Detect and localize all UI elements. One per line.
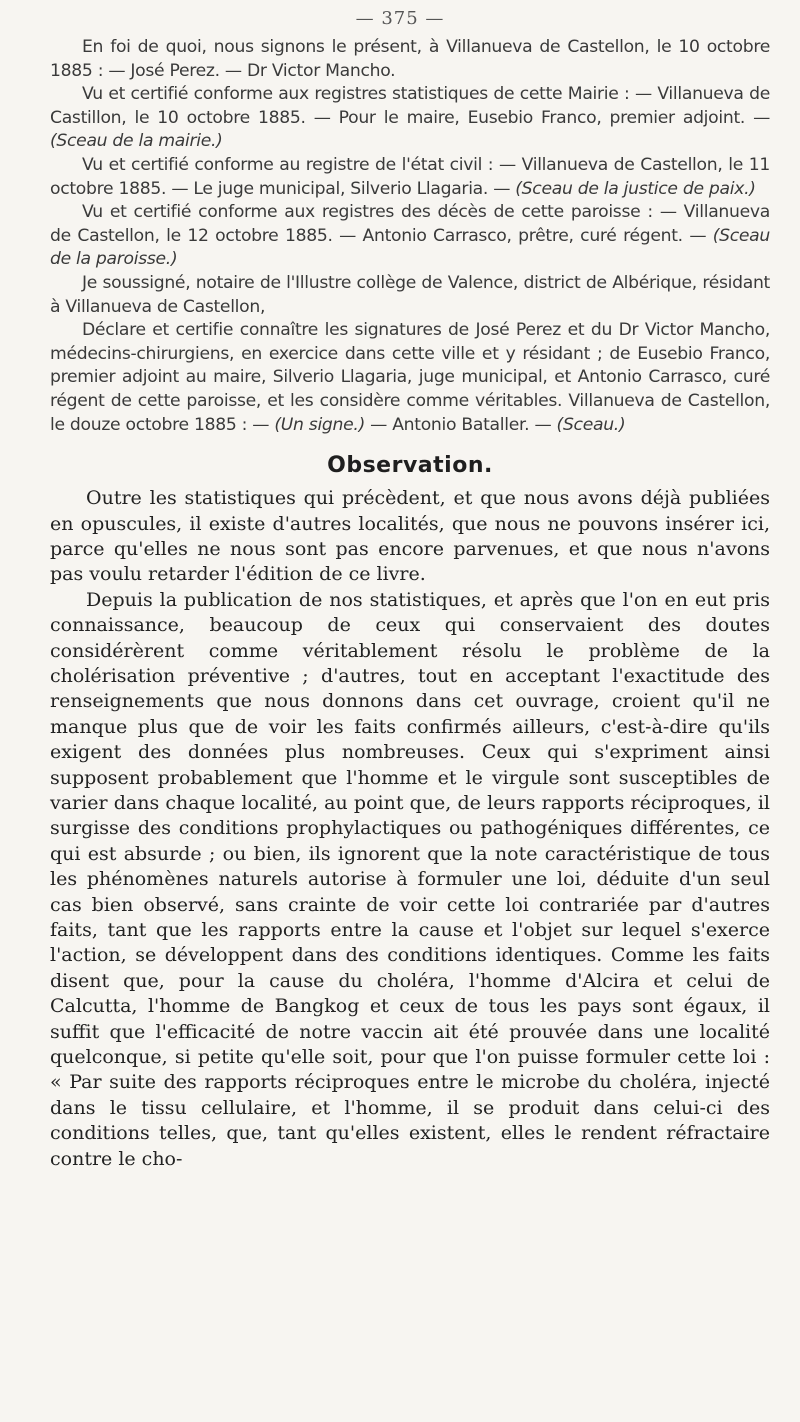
seal-mairie: (Sceau de la mairie.) xyxy=(50,131,223,152)
observation-title: Observation. xyxy=(327,453,493,479)
notary-name: — Antonio Bataller. — xyxy=(364,414,557,435)
certificates-block xyxy=(50,36,770,437)
observation-paragraph-2: Depuis la publication de nos statistiques, et après que l'on en eut pris connaissance, beaucoup de ceux qui conservaient des doutes considérèrent comme véritablement résolu le problème de la cholérisation préventive ; d'autres, tout en acceptant l'exactitude des renseignements que nous donnons dans cet ouvrage, croient qu'il ne manque plus que de voir les faits confirmés ailleurs, c'est-à-dire qu'ils exigent des données plus nombreuses. Ceux qui s'expriment ainsi supposent probablement que l'homme et le virgule sont susceptibles de varier dans chaque localité, au point que, de leurs rapports réciproques, il surgisse des conditions prophylactiques ou pathogéniques différentes, ce qui est absurde ; ou bien, ils ignorent que la note caractéristique de tous les phénomènes naturels autorise à formuler une loi, déduite d'un seul cas bien observé, sans crainte de voir cette loi contrariée par d'autres faits, tant que les rapports entre la cause et l'objet sur lequel s'exerce l'action, se développent dans des conditions identiques. Comme les faits disent que, pour la cause du choléra, l'homme d'Alcira et celui de Calcutta, l'homme de Bangkog et ceux de tous les pays sont égaux, il suffit que l'efficacité de notre vaccin ait été prouvée dans une localité quelconque, si petite qu'elle soit, pour que l'on puisse formuler cette loi : « Par suite des rapports réciproques entre le microbe du choléra, injecté dans le tissu cellulaire, et l'homme, il se produit dans celui-ci des conditions telles, que, tant qu'elles existent, elles le rendent réfractaire contre le cho- xyxy=(50,588,770,1170)
certificate-mairie-paragraph xyxy=(50,83,770,154)
certificate-paroisse-text: Vu et certifié conforme aux registres des décès de cette paroisse : — Villanueva de Castellon, le 12 octobre 1885. — Antonio Carrasco, prêtre, curé régent. — xyxy=(50,202,770,246)
observation-body xyxy=(50,486,770,1172)
certificate-mairie-text: Vu et certifié conforme aux registres statistiques de cette Mairie : — Villanueva de Castillon, le 10 octobre 1885. — Pour le maire, Eusebio Franco, premier adjoint. — xyxy=(50,84,770,128)
seal-justice: (Sceau de la justice de paix.) xyxy=(515,178,756,199)
certificate-etat-civil-paragraph xyxy=(50,154,770,201)
page-number: — 375 — xyxy=(355,8,445,29)
notary-sign: (Un signe.) xyxy=(274,414,365,435)
observation-paragraph-1: Outre les statistiques qui précèdent, et que nous avons déjà publiées en opuscules, il existe d'autres localités, que nous ne pouvons insérer ici, parce qu'elles ne nous sont pas encore parvenues, et que nous n'avons pas voulu retarder l'édition de ce livre. xyxy=(50,487,770,586)
certificate-paroisse-paragraph xyxy=(50,201,770,272)
notary-intro-paragraph: Je soussigné, notaire de l'Illustre collège de Valence, district de Albérique, résidant à Villanueva de Castellon, xyxy=(50,272,770,317)
page-content xyxy=(50,36,770,1172)
certificate-signature-paragraph: En foi de quoi, nous signons le présent, à Villanueva de Castellon, le 10 octobre 1885 : — José Perez. — Dr Victor Mancho. xyxy=(50,37,770,81)
certificate-etat-civil-text: Vu et certifié conforme au registre de l'état civil : — Villanueva de Castellon, le 11 octobre 1885. — Le juge municipal, Silverio Llagaria. — xyxy=(50,154,770,199)
notary-declaration-paragraph xyxy=(50,319,770,437)
notary-declaration-text: Déclare et certifie connaître les signatures de José Perez et du Dr Victor Mancho, médecins-chirurgiens, en exercice dans cette ville et y résidant ; de Eusebio Franco, premier adjoint au maire, Silverio Llagaria, juge municipal, et Antonio Carrasco, curé régent de cette paroisse, et les considère comme véritables. Villanueva de Castellon, le douze octobre 1885 : — xyxy=(50,320,770,435)
seal-paroisse: (Sceau de la paroisse.) xyxy=(50,225,770,270)
notary-seal: (Sceau.) xyxy=(556,414,626,435)
